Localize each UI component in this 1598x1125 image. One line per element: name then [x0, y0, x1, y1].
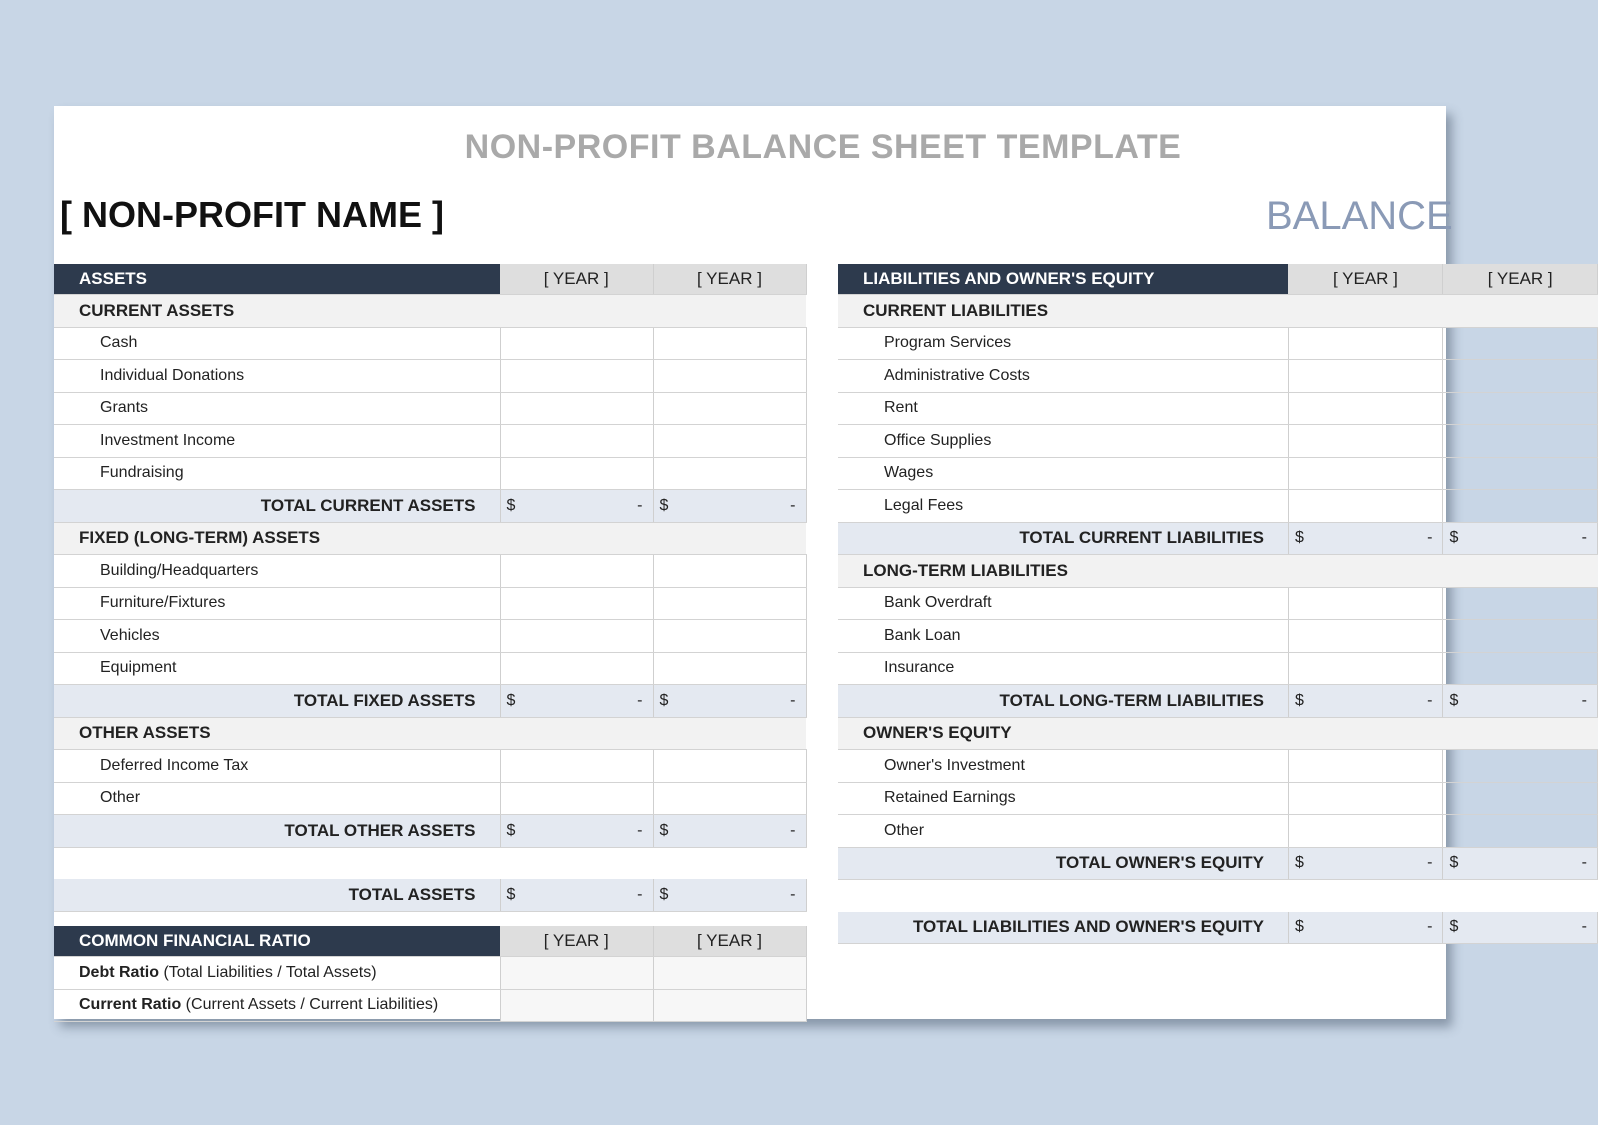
- line-item-row: [54, 392, 806, 425]
- line-item-label: Cash: [54, 327, 500, 360]
- currency-symbol: $: [506, 691, 516, 709]
- line-item-label: Wages: [838, 457, 1288, 490]
- ratio-name: Current Ratio: [79, 996, 182, 1014]
- value-cell[interactable]: [1288, 587, 1443, 620]
- value-cell[interactable]: [500, 360, 653, 393]
- value-cell[interactable]: [1288, 490, 1443, 523]
- value-cell[interactable]: [1443, 782, 1598, 815]
- value-cell[interactable]: [1443, 425, 1598, 458]
- value-cell[interactable]: [1443, 815, 1598, 848]
- line-item-label: Other: [838, 815, 1288, 848]
- total-row: [838, 847, 1598, 880]
- spacer-cell: [838, 880, 1598, 912]
- year-header[interactable]: [ YEAR ]: [1288, 264, 1443, 295]
- section-row: [54, 717, 806, 750]
- amount: -: [1427, 529, 1433, 547]
- amount: -: [790, 691, 796, 709]
- grand-total-label: TOTAL ASSETS: [54, 879, 500, 911]
- line-item-row: [838, 782, 1598, 815]
- assets-header: ASSETS: [54, 264, 500, 295]
- ratio-formula: (Current Assets / Current Liabilities): [181, 996, 439, 1014]
- section-row: [838, 295, 1598, 328]
- total-row: [838, 685, 1598, 718]
- total-row: [54, 815, 806, 848]
- section-title: FIXED (LONG-TERM) ASSETS: [54, 522, 806, 555]
- liabilities-header-row: [838, 264, 1598, 295]
- value-cell[interactable]: [1443, 652, 1598, 685]
- assets-table: [54, 264, 807, 912]
- value-cell[interactable]: [653, 457, 806, 490]
- section-title: CURRENT ASSETS: [54, 295, 806, 328]
- ratio-header-row: [54, 926, 806, 957]
- total-value-cell[interactable]: [653, 879, 806, 911]
- line-item-label: Individual Donations: [54, 360, 500, 393]
- currency-symbol: $: [1294, 529, 1304, 547]
- total-value-cell[interactable]: [1288, 912, 1443, 944]
- total-value-cell[interactable]: [500, 879, 653, 911]
- line-item-label: Investment Income: [54, 425, 500, 458]
- line-item-label: Program Services: [838, 327, 1288, 360]
- value-cell[interactable]: [500, 327, 653, 360]
- line-item-label: Legal Fees: [838, 490, 1288, 523]
- amount: -: [1581, 529, 1587, 547]
- total-value-cell[interactable]: [653, 685, 806, 718]
- value-cell[interactable]: [500, 750, 653, 783]
- value-cell[interactable]: [653, 360, 806, 393]
- total-label: TOTAL OTHER ASSETS: [54, 815, 500, 848]
- value-cell[interactable]: [500, 587, 653, 620]
- value-cell[interactable]: [1288, 782, 1443, 815]
- value-cell[interactable]: [1288, 652, 1443, 685]
- assets-header-row: [54, 264, 806, 295]
- spreadsheet-page: [54, 106, 1587, 1019]
- value-cell[interactable]: [653, 652, 806, 685]
- line-item-row: [838, 652, 1598, 685]
- section-title: OWNER'S EQUITY: [838, 717, 1598, 750]
- value-cell[interactable]: [1288, 360, 1443, 393]
- total-value-cell[interactable]: [1443, 522, 1598, 555]
- value-cell[interactable]: [500, 555, 653, 588]
- section-row: [838, 555, 1598, 588]
- total-value-cell[interactable]: [500, 685, 653, 718]
- currency-symbol: $: [506, 821, 516, 839]
- spacer-cell: [54, 847, 806, 879]
- line-item-row: [54, 750, 806, 783]
- line-item-label: Bank Overdraft: [838, 587, 1288, 620]
- ratio-header: COMMON FINANCIAL RATIO: [54, 926, 500, 957]
- value-cell[interactable]: [1443, 392, 1598, 425]
- line-item-row: [54, 587, 806, 620]
- line-item-row: [838, 457, 1598, 490]
- line-item-row: [54, 425, 806, 458]
- line-item-row: [54, 652, 806, 685]
- org-name[interactable]: [ NON-PROFIT NAME ]: [60, 194, 444, 235]
- section-title: OTHER ASSETS: [54, 717, 806, 750]
- ratio-row: [54, 989, 806, 1022]
- section-row: [54, 295, 806, 328]
- total-value-cell[interactable]: [500, 815, 653, 848]
- value-cell[interactable]: [1443, 620, 1598, 653]
- value-cell[interactable]: [1288, 457, 1443, 490]
- ratio-row: [54, 957, 806, 990]
- currency-symbol: $: [659, 885, 669, 903]
- value-cell[interactable]: [500, 620, 653, 653]
- section-title: LONG-TERM LIABILITIES: [838, 555, 1598, 588]
- currency-symbol: $: [1449, 854, 1459, 872]
- total-label: TOTAL CURRENT ASSETS: [54, 490, 500, 523]
- currency-symbol: $: [1449, 918, 1459, 936]
- total-row: [54, 490, 806, 523]
- line-item-row: [54, 620, 806, 653]
- value-cell[interactable]: [1288, 327, 1443, 360]
- spacer-row: [838, 880, 1598, 912]
- line-item-label: Vehicles: [54, 620, 500, 653]
- value-cell[interactable]: [1443, 587, 1598, 620]
- value-cell[interactable]: [500, 652, 653, 685]
- line-item-row: [838, 327, 1598, 360]
- line-item-label: Office Supplies: [838, 425, 1288, 458]
- currency-symbol: $: [659, 691, 669, 709]
- value-cell[interactable]: [653, 327, 806, 360]
- sheet-title: NON-PROFIT BALANCE SHEET TEMPLATE: [464, 128, 1182, 166]
- amount: -: [1581, 691, 1587, 709]
- value-cell[interactable]: [500, 782, 653, 815]
- value-cell[interactable]: [653, 750, 806, 783]
- doc-label: BALANCE: [1266, 194, 1453, 238]
- value-cell[interactable]: [653, 555, 806, 588]
- total-value-cell[interactable]: [1443, 912, 1598, 944]
- line-item-label: Fundraising: [54, 457, 500, 490]
- amount: -: [1427, 691, 1433, 709]
- value-cell[interactable]: [500, 957, 653, 990]
- amount: -: [1581, 854, 1587, 872]
- amount: -: [637, 691, 643, 709]
- section-row: [54, 522, 806, 555]
- section-row: [838, 717, 1598, 750]
- total-value-cell[interactable]: [653, 815, 806, 848]
- value-cell[interactable]: [1288, 815, 1443, 848]
- value-cell[interactable]: [1443, 327, 1598, 360]
- value-cell[interactable]: [1443, 490, 1598, 523]
- amount: -: [790, 885, 796, 903]
- total-value-cell[interactable]: [1443, 685, 1598, 718]
- value-cell[interactable]: [1288, 392, 1443, 425]
- amount: -: [790, 821, 796, 839]
- amount: -: [790, 496, 796, 514]
- value-cell[interactable]: [1443, 457, 1598, 490]
- line-item-row: [838, 815, 1598, 848]
- section-title: CURRENT LIABILITIES: [838, 295, 1598, 328]
- currency-symbol: $: [659, 496, 669, 514]
- amount: -: [637, 821, 643, 839]
- ratio-table: [54, 926, 807, 1022]
- line-item-label: Furniture/Fixtures: [54, 587, 500, 620]
- line-item-label: Insurance: [838, 652, 1288, 685]
- total-value-cell[interactable]: [1288, 685, 1443, 718]
- total-label: TOTAL FIXED ASSETS: [54, 685, 500, 718]
- value-cell[interactable]: [1443, 360, 1598, 393]
- currency-symbol: $: [506, 885, 516, 903]
- amount: -: [637, 496, 643, 514]
- total-label: TOTAL OWNER'S EQUITY: [838, 847, 1288, 880]
- line-item-row: [54, 457, 806, 490]
- line-item-label: Building/Headquarters: [54, 555, 500, 588]
- ratio-label: [54, 957, 500, 990]
- value-cell[interactable]: [1288, 750, 1443, 783]
- line-item-row: [838, 587, 1598, 620]
- line-item-label: Other: [54, 782, 500, 815]
- line-item-row: [54, 782, 806, 815]
- total-value-cell[interactable]: [500, 490, 653, 523]
- year-header[interactable]: [ YEAR ]: [653, 264, 806, 295]
- value-cell[interactable]: [1443, 750, 1598, 783]
- line-item-label: Bank Loan: [838, 620, 1288, 653]
- total-label: TOTAL LONG-TERM LIABILITIES: [838, 685, 1288, 718]
- value-cell[interactable]: [1288, 425, 1443, 458]
- line-item-row: [838, 425, 1598, 458]
- ratio-name: Debt Ratio: [79, 963, 159, 981]
- spacer-row: [54, 847, 806, 879]
- line-item-label: Deferred Income Tax: [54, 750, 500, 783]
- currency-symbol: $: [1449, 691, 1459, 709]
- line-item-label: Equipment: [54, 652, 500, 685]
- value-cell[interactable]: [653, 989, 806, 1022]
- value-cell[interactable]: [653, 425, 806, 458]
- total-row: [54, 685, 806, 718]
- amount: -: [1581, 918, 1587, 936]
- value-cell[interactable]: [500, 989, 653, 1022]
- line-item-row: [54, 555, 806, 588]
- grand-total-row: [838, 912, 1598, 944]
- value-cell[interactable]: [500, 457, 653, 490]
- line-item-row: [54, 360, 806, 393]
- line-item-label: Owner's Investment: [838, 750, 1288, 783]
- total-value-cell[interactable]: [653, 490, 806, 523]
- line-item-row: [838, 750, 1598, 783]
- grand-total-row: [54, 879, 806, 911]
- currency-symbol: $: [659, 821, 669, 839]
- total-value-cell[interactable]: [1288, 847, 1443, 880]
- liabilities-header: LIABILITIES AND OWNER'S EQUITY: [838, 264, 1288, 295]
- value-cell[interactable]: [500, 392, 653, 425]
- line-item-label: Administrative Costs: [838, 360, 1288, 393]
- liabilities-table: [838, 264, 1598, 944]
- value-cell[interactable]: [653, 620, 806, 653]
- year-header[interactable]: [ YEAR ]: [1443, 264, 1598, 295]
- year-header[interactable]: [ YEAR ]: [500, 264, 653, 295]
- total-value-cell[interactable]: [1443, 847, 1598, 880]
- amount: -: [637, 885, 643, 903]
- year-header[interactable]: [ YEAR ]: [653, 926, 806, 957]
- line-item-label: Grants: [54, 392, 500, 425]
- total-value-cell[interactable]: [1288, 522, 1443, 555]
- value-cell[interactable]: [653, 587, 806, 620]
- currency-symbol: $: [1449, 529, 1459, 547]
- amount: -: [1427, 854, 1433, 872]
- currency-symbol: $: [1294, 691, 1304, 709]
- value-cell[interactable]: [653, 957, 806, 990]
- value-cell[interactable]: [653, 782, 806, 815]
- grand-total-label: TOTAL LIABILITIES AND OWNER'S EQUITY: [838, 912, 1288, 944]
- amount: -: [1427, 918, 1433, 936]
- currency-symbol: $: [1294, 918, 1304, 936]
- line-item-row: [54, 327, 806, 360]
- total-row: [838, 522, 1598, 555]
- value-cell[interactable]: [500, 425, 653, 458]
- value-cell[interactable]: [1288, 620, 1443, 653]
- total-label: TOTAL CURRENT LIABILITIES: [838, 522, 1288, 555]
- line-item-label: Retained Earnings: [838, 782, 1288, 815]
- currency-symbol: $: [1294, 854, 1304, 872]
- line-item-row: [838, 620, 1598, 653]
- value-cell[interactable]: [653, 392, 806, 425]
- currency-symbol: $: [506, 496, 516, 514]
- year-header[interactable]: [ YEAR ]: [500, 926, 653, 957]
- ratio-formula: (Total Liabilities / Total Assets): [159, 963, 377, 981]
- line-item-label: Rent: [838, 392, 1288, 425]
- line-item-row: [838, 490, 1598, 523]
- ratio-label: [54, 989, 500, 1022]
- line-item-row: [838, 360, 1598, 393]
- line-item-row: [838, 392, 1598, 425]
